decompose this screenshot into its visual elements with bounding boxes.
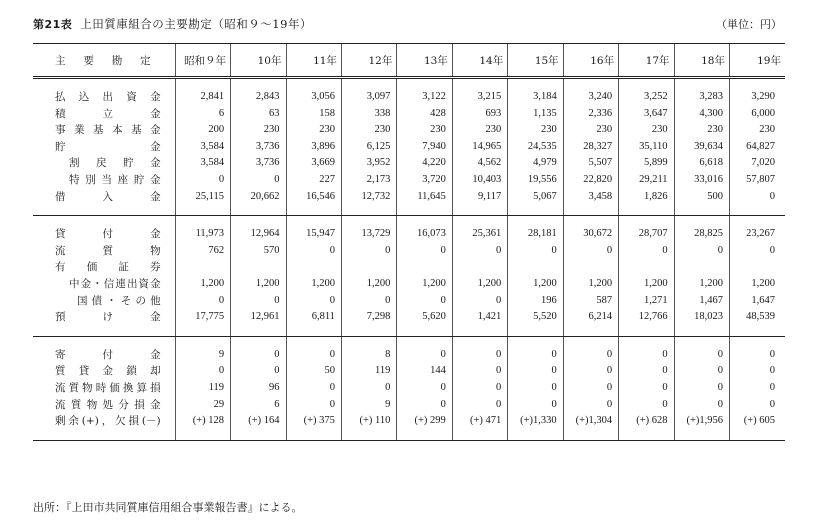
cell-value: (+) 299 xyxy=(397,413,452,430)
cell-value: 0 xyxy=(619,243,674,260)
table-row xyxy=(33,243,785,260)
row-label: 流質物時価換算損 xyxy=(33,380,175,397)
cell-value: 0 xyxy=(452,293,507,310)
cell-value: 5,620 xyxy=(397,309,452,326)
cell-value: 25,361 xyxy=(452,226,507,243)
cell-value: 3,647 xyxy=(619,106,674,123)
cell-value: 48,539 xyxy=(746,311,775,323)
row-label: 中金・信連出資金 xyxy=(33,276,175,293)
table-row xyxy=(33,293,785,310)
cell-value: (+) 605 xyxy=(743,415,775,427)
cell-value: (+) 628 xyxy=(619,413,674,430)
cell-value: 230 xyxy=(563,122,618,139)
cell-value: 0 xyxy=(452,380,507,397)
cell-value xyxy=(563,259,618,276)
bottom-rule xyxy=(33,440,785,441)
cell-value: 6,811 xyxy=(286,309,341,326)
cell-value: 3,952 xyxy=(341,155,396,172)
cell-value: 13,729 xyxy=(341,226,396,243)
row-label: 積立金 xyxy=(33,106,175,123)
cell-value: 230 xyxy=(397,122,452,139)
cell-value: 0 xyxy=(397,347,452,364)
cell-value: 762 xyxy=(175,243,230,260)
cell-value: 6,618 xyxy=(674,155,729,172)
cell-value: 1,135 xyxy=(508,106,563,123)
cell-value: 0 xyxy=(397,243,452,260)
cell-value: 0 xyxy=(619,363,674,380)
cell-value: 2,336 xyxy=(563,106,618,123)
table-frame xyxy=(33,43,785,441)
source-note: 出所：『上田市共同質庫信用組合事業報告書』による。 xyxy=(33,501,303,514)
cell-value: 3,252 xyxy=(619,89,674,106)
table-row xyxy=(33,139,785,156)
cell-value: 230 xyxy=(341,122,396,139)
cell-value: 0 xyxy=(508,347,563,364)
cell-value: 6,125 xyxy=(341,139,396,156)
header-year: 13年 xyxy=(397,44,452,76)
cell-value: 12,964 xyxy=(231,226,286,243)
cell-value: 33,016 xyxy=(674,172,729,189)
cell-value: 29,211 xyxy=(619,172,674,189)
cell-value: 63 xyxy=(231,106,286,123)
cell-value: 35,110 xyxy=(619,139,674,156)
cell-value: 500 xyxy=(674,189,729,206)
cell-value xyxy=(341,259,396,276)
cell-value xyxy=(175,259,230,276)
cell-value: 0 xyxy=(452,347,507,364)
cell-value: 3,584 xyxy=(175,155,230,172)
cell-value: 0 xyxy=(769,348,775,360)
cell-value: 0 xyxy=(563,397,618,414)
header-year: 14年 xyxy=(452,44,507,76)
cell-value: 1,200 xyxy=(452,276,507,293)
cell-value: 0 xyxy=(452,397,507,414)
cell-value: 0 xyxy=(508,363,563,380)
cell-value: 0 xyxy=(674,397,729,414)
table-row xyxy=(33,363,785,380)
table-row xyxy=(33,347,785,364)
cell-value: 64,827 xyxy=(746,140,775,152)
cell-value: 0 xyxy=(341,380,396,397)
row-label: 有価証券 xyxy=(33,259,175,276)
cell-value: (+)1,330 xyxy=(508,413,563,430)
section-table xyxy=(33,337,785,440)
cell-value: 16,073 xyxy=(397,226,452,243)
cell-value: 428 xyxy=(397,106,452,123)
cell-value: (+)1,304 xyxy=(563,413,618,430)
cell-value: 25,115 xyxy=(175,189,230,206)
cell-value: 3,736 xyxy=(231,139,286,156)
table-row xyxy=(33,172,785,189)
table-row xyxy=(33,89,785,106)
cell-value: 17,775 xyxy=(175,309,230,326)
cell-value: 57,807 xyxy=(746,173,775,185)
cell-value: 0 xyxy=(769,244,775,256)
cell-value: 6 xyxy=(231,397,286,414)
cell-value: 1,200 xyxy=(286,276,341,293)
cell-value xyxy=(286,259,341,276)
cell-value: 22,820 xyxy=(563,172,618,189)
cell-value: (+) 110 xyxy=(341,413,396,430)
cell-value: (+) 128 xyxy=(175,413,230,430)
cell-value: 230 xyxy=(759,124,775,136)
cell-value: 3,720 xyxy=(397,172,452,189)
cell-value: 0 xyxy=(619,380,674,397)
header-table xyxy=(33,44,785,76)
cell-value: 8 xyxy=(341,347,396,364)
cell-value xyxy=(452,259,507,276)
cell-value: (+) 375 xyxy=(286,413,341,430)
cell-value: 14,965 xyxy=(452,139,507,156)
cell-value: 0 xyxy=(286,347,341,364)
cell-value: 1,826 xyxy=(619,189,674,206)
cell-value: 3,896 xyxy=(286,139,341,156)
cell-value: 3,097 xyxy=(341,89,396,106)
row-label: 質貸金鎖却 xyxy=(33,363,175,380)
cell-value: 3,669 xyxy=(286,155,341,172)
header-year: 18年 xyxy=(674,44,729,76)
table-row xyxy=(33,309,785,326)
cell-value: 1,200 xyxy=(508,276,563,293)
cell-value: 0 xyxy=(231,363,286,380)
table-title xyxy=(33,16,312,32)
cell-value: (+) 164 xyxy=(231,413,286,430)
cell-value: 227 xyxy=(286,172,341,189)
cell-value: 30,672 xyxy=(563,226,618,243)
row-label: 流質物 xyxy=(33,243,175,260)
cell-value: 2,841 xyxy=(175,89,230,106)
header-year: 10年 xyxy=(231,44,286,76)
cell-value: 0 xyxy=(341,243,396,260)
cell-value: 0 xyxy=(674,347,729,364)
cell-value: 230 xyxy=(508,122,563,139)
cell-value: (+)1,956 xyxy=(674,413,729,430)
cell-value: 3,056 xyxy=(286,89,341,106)
cell-value: 3,122 xyxy=(397,89,452,106)
cell-value: 0 xyxy=(769,381,775,393)
cell-value: 0 xyxy=(175,293,230,310)
cell-value: 0 xyxy=(452,243,507,260)
cell-value: 28,707 xyxy=(619,226,674,243)
row-label: 剰余(+)，欠損(－) xyxy=(33,413,175,430)
cell-value: 6 xyxy=(175,106,230,123)
cell-value: 0 xyxy=(231,293,286,310)
row-label: 払込出資金 xyxy=(33,89,175,106)
section-table xyxy=(33,79,785,215)
cell-value: 230 xyxy=(452,122,507,139)
cell-value: 0 xyxy=(563,347,618,364)
cell-value: 4,300 xyxy=(674,106,729,123)
table-row xyxy=(33,259,785,276)
cell-value: (+) 471 xyxy=(452,413,507,430)
cell-value: 0 xyxy=(175,363,230,380)
cell-value: 11,645 xyxy=(397,189,452,206)
cell-value: 18,023 xyxy=(674,309,729,326)
cell-value: 1,200 xyxy=(175,276,230,293)
cell-value: 144 xyxy=(397,363,452,380)
header-year: 11年 xyxy=(286,44,341,76)
cell-value: 230 xyxy=(619,122,674,139)
cell-value: 50 xyxy=(286,363,341,380)
cell-value: 0 xyxy=(286,293,341,310)
row-label: 国債・その他 xyxy=(33,293,175,310)
cell-value: 6,214 xyxy=(563,309,618,326)
cell-value: 0 xyxy=(452,363,507,380)
cell-value: 0 xyxy=(175,172,230,189)
cell-value: 587 xyxy=(563,293,618,310)
cell-value xyxy=(619,259,674,276)
cell-value: 6,000 xyxy=(751,107,775,119)
cell-value: 9 xyxy=(175,347,230,364)
row-label: 貯金 xyxy=(33,139,175,156)
cell-value: 12,961 xyxy=(231,309,286,326)
cell-value: 24,535 xyxy=(508,139,563,156)
table-body xyxy=(33,79,785,440)
row-label: 預け金 xyxy=(33,309,175,326)
table-row xyxy=(33,397,785,414)
cell-value: 230 xyxy=(286,122,341,139)
table-title-text: 上田質庫組合の主要勘定（昭和９～19年） xyxy=(80,17,312,31)
cell-value: 3,215 xyxy=(452,89,507,106)
cell-value: 0 xyxy=(341,293,396,310)
table-row xyxy=(33,380,785,397)
cell-value xyxy=(674,259,729,276)
header-label: 主要勘定 xyxy=(33,44,175,76)
row-label: 寄付金 xyxy=(33,347,175,364)
header-year: 16年 xyxy=(563,44,618,76)
cell-value: 0 xyxy=(674,363,729,380)
cell-value: 0 xyxy=(397,380,452,397)
cell-value: 3,283 xyxy=(674,89,729,106)
cell-value: 28,825 xyxy=(674,226,729,243)
cell-value: 9 xyxy=(341,397,396,414)
table-number: 第21表 xyxy=(33,18,73,31)
cell-value: 1,647 xyxy=(751,294,775,306)
cell-value: 3,290 xyxy=(751,91,775,102)
table-row xyxy=(33,106,785,123)
cell-value: 28,181 xyxy=(508,226,563,243)
cell-value: 15,947 xyxy=(286,226,341,243)
cell-value: 0 xyxy=(769,398,775,410)
cell-value: 5,899 xyxy=(619,155,674,172)
cell-value: 1,200 xyxy=(341,276,396,293)
row-label: 割戻貯金 xyxy=(33,155,175,172)
cell-value: 19,556 xyxy=(508,172,563,189)
cell-value: 3,458 xyxy=(563,189,618,206)
cell-value: 158 xyxy=(286,106,341,123)
cell-value: 200 xyxy=(175,122,230,139)
cell-value xyxy=(397,259,452,276)
cell-value: 12,766 xyxy=(619,309,674,326)
table-row xyxy=(33,276,785,293)
cell-value: 0 xyxy=(674,243,729,260)
cell-value: 7,940 xyxy=(397,139,452,156)
row-label: 借入金 xyxy=(33,189,175,206)
table-row xyxy=(33,226,785,243)
cell-value: 5,520 xyxy=(508,309,563,326)
cell-value: 0 xyxy=(619,397,674,414)
cell-value: 0 xyxy=(231,172,286,189)
cell-value: 1,271 xyxy=(619,293,674,310)
table-row xyxy=(33,122,785,139)
cell-value: 2,843 xyxy=(231,89,286,106)
cell-value: 1,200 xyxy=(619,276,674,293)
cell-value: 230 xyxy=(674,122,729,139)
cell-value: 0 xyxy=(563,380,618,397)
cell-value: 0 xyxy=(674,380,729,397)
cell-value: 11,973 xyxy=(175,226,230,243)
header-year: 15年 xyxy=(508,44,563,76)
cell-value: 4,979 xyxy=(508,155,563,172)
cell-value: 0 xyxy=(508,380,563,397)
cell-value xyxy=(730,259,786,276)
cell-value: 7,298 xyxy=(341,309,396,326)
row-label: 貸付金 xyxy=(33,226,175,243)
cell-value: 10,403 xyxy=(452,172,507,189)
cell-value: 196 xyxy=(508,293,563,310)
cell-value: 3,240 xyxy=(563,89,618,106)
cell-value: 0 xyxy=(563,363,618,380)
cell-value: 0 xyxy=(397,293,452,310)
cell-value: 3,584 xyxy=(175,139,230,156)
cell-value: 96 xyxy=(231,380,286,397)
row-label: 流質物処分損金 xyxy=(33,397,175,414)
cell-value: 0 xyxy=(231,347,286,364)
cell-value: 0 xyxy=(508,243,563,260)
cell-value: 7,020 xyxy=(751,157,775,169)
cell-value xyxy=(231,259,286,276)
cell-value: 16,546 xyxy=(286,189,341,206)
cell-value: 0 xyxy=(286,397,341,414)
header-year: 17年 xyxy=(619,44,674,76)
cell-value: 3,736 xyxy=(231,155,286,172)
cell-value: 0 xyxy=(619,347,674,364)
cell-value: 1,421 xyxy=(452,309,507,326)
row-label: 事業基本基金 xyxy=(33,122,175,139)
cell-value: 1,200 xyxy=(674,276,729,293)
header-row xyxy=(33,44,785,76)
cell-value: 12,732 xyxy=(341,189,396,206)
cell-value: 1,200 xyxy=(751,277,775,289)
cell-value: 0 xyxy=(769,365,775,377)
cell-value: 5,507 xyxy=(563,155,618,172)
cell-value: 20,662 xyxy=(231,189,286,206)
cell-value xyxy=(508,259,563,276)
cell-value: 119 xyxy=(341,363,396,380)
cell-value: 1,200 xyxy=(563,276,618,293)
cell-value: 2,173 xyxy=(341,172,396,189)
header-year: 19年 xyxy=(757,54,781,67)
header-year: 12年 xyxy=(341,44,396,76)
cell-value: 3,184 xyxy=(508,89,563,106)
cell-value: 4,220 xyxy=(397,155,452,172)
header-year: 昭和９年 xyxy=(175,44,230,76)
cell-value: 5,067 xyxy=(508,189,563,206)
cell-value: 338 xyxy=(341,106,396,123)
cell-value: 0 xyxy=(286,380,341,397)
cell-value: 23,267 xyxy=(746,228,775,240)
cell-value: 1,200 xyxy=(397,276,452,293)
unit-note: （単位：円） xyxy=(716,18,782,31)
cell-value: 693 xyxy=(452,106,507,123)
table-row xyxy=(33,155,785,172)
cell-value: 28,327 xyxy=(563,139,618,156)
cell-value: 0 xyxy=(769,190,775,202)
cell-value: 230 xyxy=(231,122,286,139)
cell-value: 1,467 xyxy=(674,293,729,310)
section-table xyxy=(33,216,785,336)
cell-value: 0 xyxy=(397,397,452,414)
row-label: 特別当座貯金 xyxy=(33,172,175,189)
cell-value: 1,200 xyxy=(231,276,286,293)
cell-value: 0 xyxy=(286,243,341,260)
cell-value: 119 xyxy=(175,380,230,397)
cell-value: 9,117 xyxy=(452,189,507,206)
cell-value: 0 xyxy=(508,397,563,414)
table-row xyxy=(33,413,785,430)
table-row xyxy=(33,189,785,206)
cell-value: 4,562 xyxy=(452,155,507,172)
cell-value: 39,634 xyxy=(674,139,729,156)
cell-value: 570 xyxy=(231,243,286,260)
cell-value: 0 xyxy=(563,243,618,260)
cell-value: 29 xyxy=(175,397,230,414)
